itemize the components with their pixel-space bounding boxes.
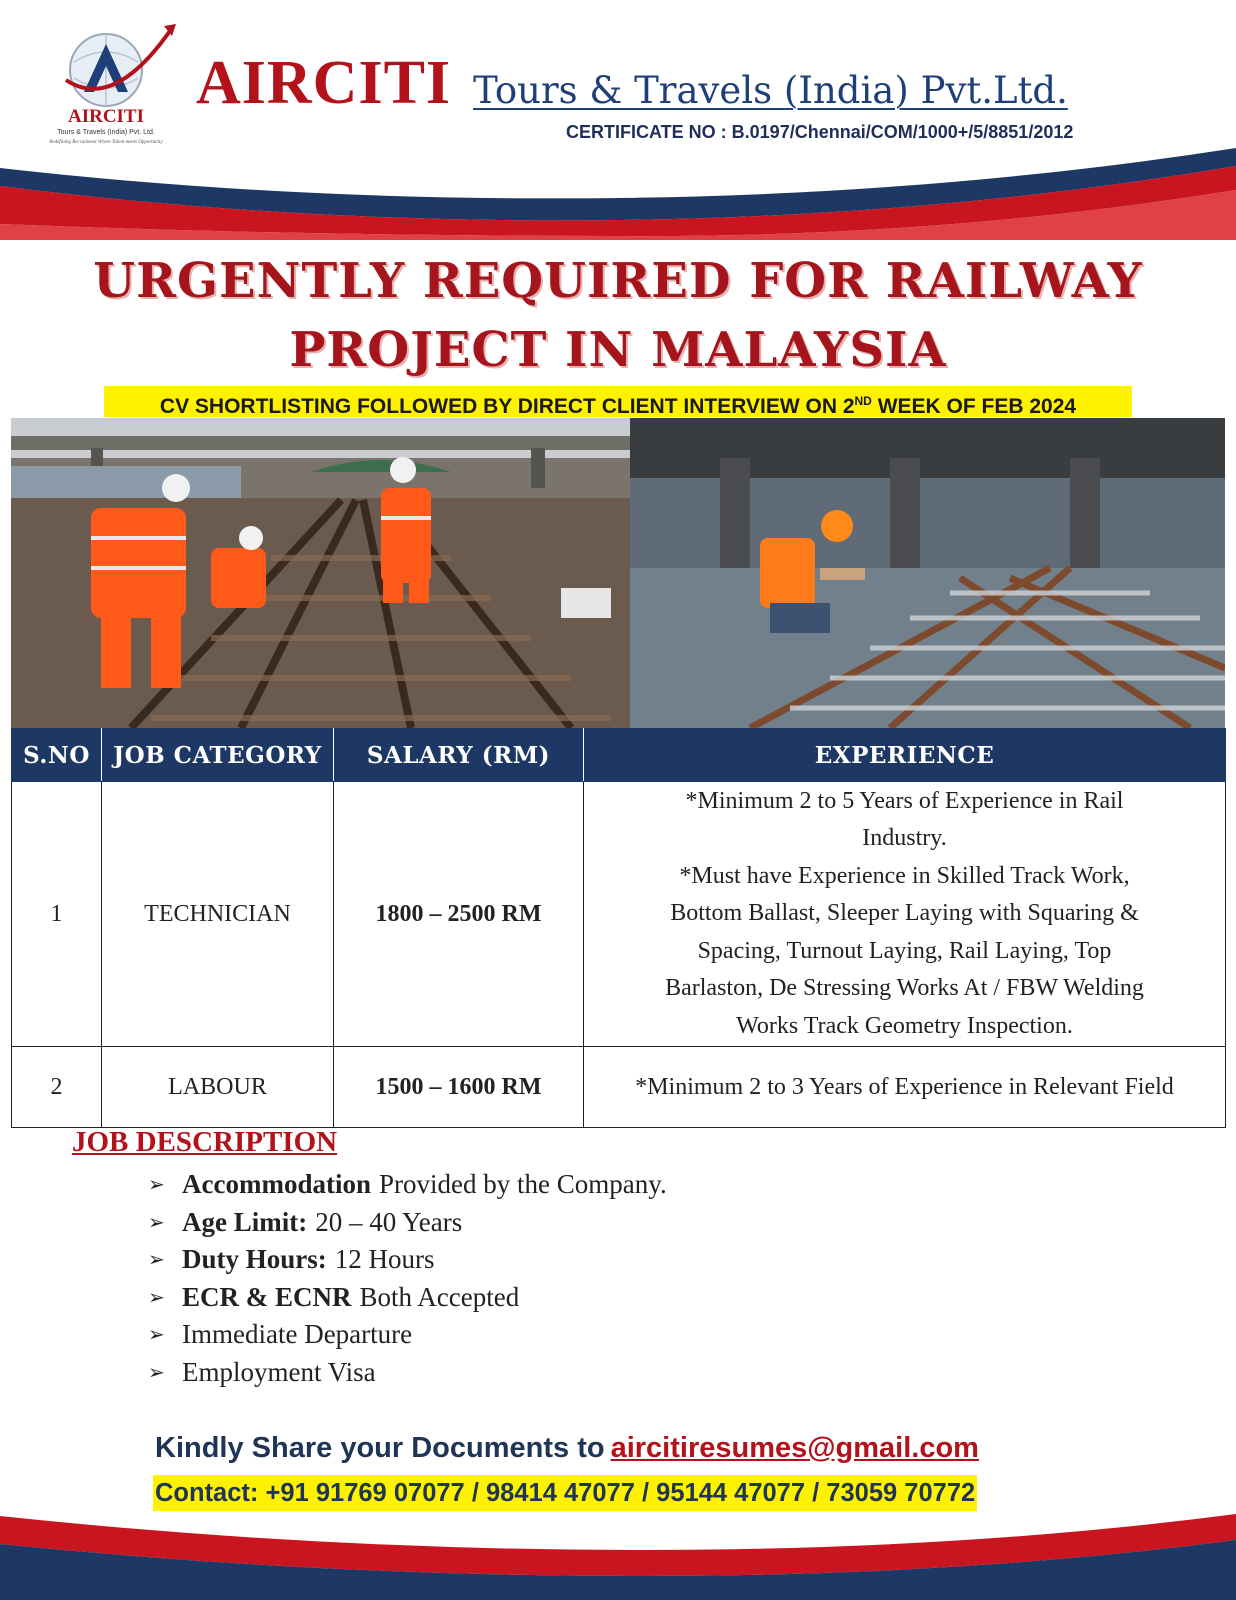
cell-experience xyxy=(584,782,1226,1047)
cell-experience: *Minimum 2 to 3 Years of Experience in Relevant Field xyxy=(584,1047,1226,1128)
email-link[interactable]: aircitiresumes@gmail.com xyxy=(610,1432,979,1464)
experience-line: Bottom Ballast, Sleeper Laying with Squaring & xyxy=(670,900,1139,927)
experience-line: Barlaston, De Stressing Works At / FBW Welding xyxy=(665,975,1144,1002)
contact-numbers: Contact: +91 91769 07077 / 98414 47077 / 95144 47077 / 73059 70772 xyxy=(153,1475,977,1511)
headline-line-2: PROJECT IN MALAYSIA xyxy=(289,322,947,378)
list-item: ➢ ECR & ECNR Both Accepted xyxy=(148,1281,520,1312)
arrow-bullet-icon: ➢ xyxy=(148,1174,165,1197)
table-row xyxy=(12,782,1226,1047)
arrow-bullet-icon: ➢ xyxy=(148,1361,165,1384)
arrow-bullet-icon: ➢ xyxy=(148,1211,165,1234)
list-item: ➢ Immediate Departure xyxy=(148,1319,413,1350)
list-item: ➢ Duty Hours: 12 Hours xyxy=(148,1244,435,1275)
logo-subtext: Tours & Travels (India) Pvt. Ltd. xyxy=(57,129,155,136)
footer-swoosh xyxy=(0,1510,1236,1600)
job-description-list xyxy=(148,1166,667,1391)
interview-notice: CV SHORTLISTING FOLLOWED BY DIRECT CLIENT INTERVIEW ON 2ND WEEK OF FEB 2024 xyxy=(104,386,1132,417)
arrow-bullet-icon: ➢ xyxy=(148,1249,165,1272)
list-item: ➢ Age Limit: 20 – 40 Years xyxy=(148,1206,463,1237)
column-header-salary: SALARY (RM) xyxy=(334,729,584,782)
cell-salary: 1500 – 1600 RM xyxy=(334,1047,584,1128)
brand-main: AIRCITI xyxy=(196,49,452,117)
headline-line-1: URGENTLY REQUIRED FOR RAILWAY xyxy=(93,253,1143,309)
list-item: ➢ Employment Visa xyxy=(148,1356,376,1387)
railway-workers-photo-1 xyxy=(11,418,630,728)
cell-job-category: TECHNICIAN xyxy=(102,782,334,1047)
experience-line: *Minimum 2 to 5 Years of Experience in Rail xyxy=(685,787,1124,814)
job-description-heading: JOB DESCRIPTION xyxy=(72,1126,338,1158)
jobs-table xyxy=(11,728,1226,1128)
column-header-sno: S.NO xyxy=(12,729,102,782)
cell-sno: 2 xyxy=(12,1047,102,1128)
company-logo xyxy=(44,22,184,152)
experience-line: Spacing, Turnout Laying, Rail Laying, Top xyxy=(697,937,1112,964)
experience-line: Industry. xyxy=(862,825,947,852)
column-header-job-category: JOB CATEGORY xyxy=(102,729,334,782)
header-swoosh xyxy=(0,140,1236,240)
railway-workers-photo-2 xyxy=(630,418,1225,728)
column-header-experience: EXPERIENCE xyxy=(584,729,1226,782)
experience-line: Works Track Geometry Inspection. xyxy=(736,1012,1073,1039)
table-row xyxy=(12,1047,1226,1128)
table-header-row xyxy=(12,729,1226,782)
brand-sub: Tours & Travels (India) Pvt.Ltd. xyxy=(473,69,1068,112)
share-documents-line: Kindly Share your Documents to aircitiresumes@gmail.com xyxy=(155,1432,979,1464)
experience-line: *Must have Experience in Skilled Track Work, xyxy=(679,862,1130,889)
arrow-bullet-icon: ➢ xyxy=(148,1324,165,1347)
logo-tagline: Redefining Recruitment Where Talent meets Opportunity xyxy=(49,140,163,145)
cell-job-category: LABOUR xyxy=(102,1047,334,1128)
cell-salary: 1800 – 2500 RM xyxy=(334,782,584,1047)
list-item: ➢ Accommodation Provided by the Company. xyxy=(148,1169,667,1200)
certificate-number: CERTIFICATE NO : B.0197/Chennai/COM/1000+/5/8851/2012 xyxy=(566,122,1074,142)
logo-text: AIRCITI xyxy=(67,106,145,127)
company-name xyxy=(196,48,1068,118)
cell-sno: 1 xyxy=(12,782,102,1047)
arrow-bullet-icon: ➢ xyxy=(148,1286,165,1309)
